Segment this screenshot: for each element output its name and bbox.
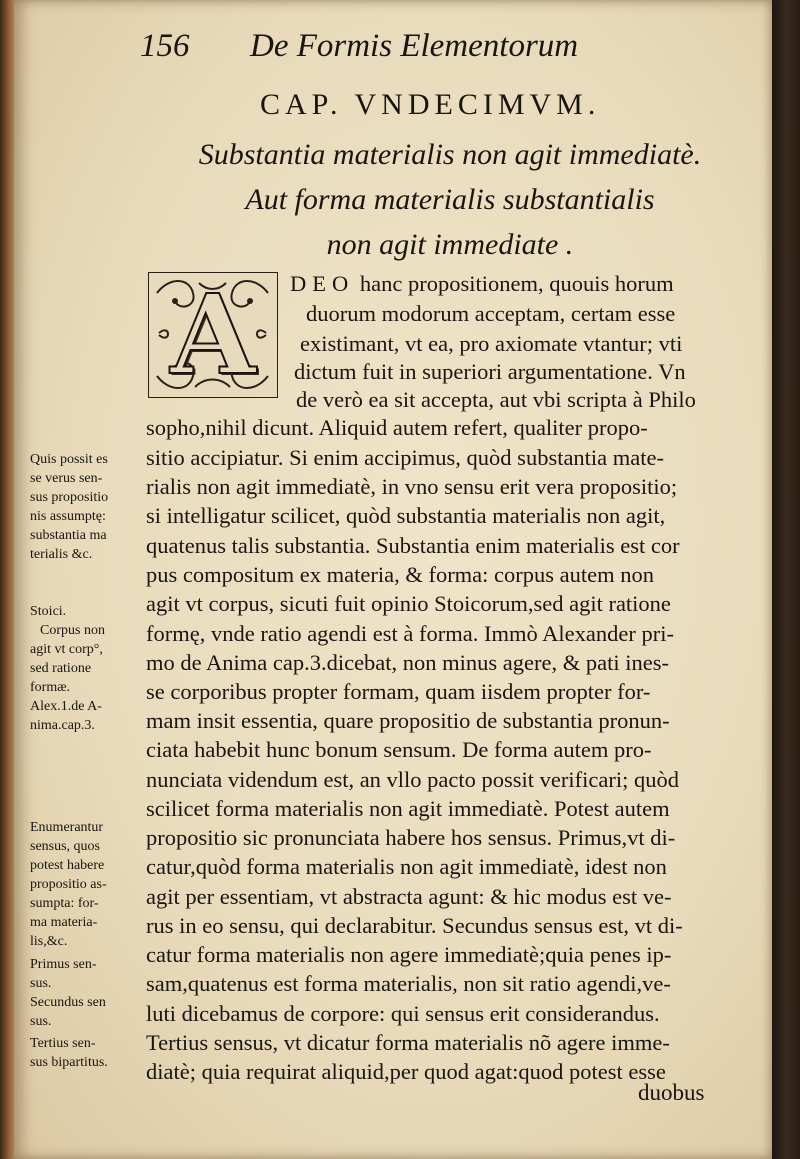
body-line: luti dicebamus de corpore: qui sensus erit considerandus. [146,1001,660,1026]
body-line: diatè; quia requirat aliquid,per quod agat:quod potest esse [146,1059,666,1084]
body-line: sam,quatenus est forma materialis, non sit ratio agendi,ve- [146,971,671,996]
body-line: mo de Anima cap.3.dicebat, non minus agere, & pati ines- [146,650,669,675]
marginal-note: Alex.1.de A- nima.cap.3. [30,699,102,733]
body-line: pus compositum ex materia, & forma: corpus autem non [146,562,655,587]
body-line: agit vt corpus, sicuti fuit opinio Stoicorum,sed agit ratione [146,591,671,616]
body-line: ciata habebit hunc bonum sensum. De forma autem pro- [146,737,652,762]
body-line: mam insit essentia, quare propositio de substantia pronun- [146,708,670,733]
chapter-subtitle [140,132,760,267]
subtitle-line: non agit immediate . [326,228,574,261]
body-line: quatenus talis substantia. Substantia enim materialis est cor [146,533,680,558]
body-line: se corporibus propter formam, quam iisdem propter for- [146,679,651,704]
body-line: rus in eo sensu, qui declarabitur. Secundus sensus est, vt di- [146,913,683,938]
decorated-initial [148,272,278,398]
marginal-note: Quis possit es se verus sen- sus propositio nis assumptę: substantia ma terialis &c. [30,452,109,562]
running-title: De Formis Elementorum [250,28,579,64]
subtitle-line: Aut forma materialis substantialis [245,183,655,216]
body-line: Tertius sensus, vt dicatur forma materialis nõ agere imme- [146,1030,670,1055]
body-line: sopho,nihil dicunt. Aliquid autem refert, qualiter propo- [146,415,648,440]
body-line: formę, vnde ratio agendi est à forma. Immò Alexander pri- [146,621,674,646]
body-line: DEO hanc propositionem, quouis horum [290,271,674,296]
page-edge [772,0,800,1159]
catchword: duobus [638,1080,705,1105]
body-line: nunciata videndum est, an vllo pacto possit verificari; quòd [146,767,679,792]
running-head [140,28,740,65]
marginal-note: Enumerantur sensus, quos potest habere propositio as- sumpta: for- ma materia- lis,&c. [30,820,107,949]
body-line: duorum modorum acceptam, certam esse [306,301,676,326]
body-line: catur forma materialis non agere immediatè;quia penes ip- [146,942,672,967]
body-line: sitio accipiatur. Si enim accipimus, quòd substantia mate- [146,445,665,470]
marginal-note: Primus sen- sus. [30,957,97,991]
body-line: de verò ea sit accepta, aut vbi scripta à Philo [296,387,696,412]
body-line: agit per essentiam, vt abstracta agunt: & hic modus est ve- [146,884,672,909]
initial-letter: A [170,270,256,399]
marginal-note: Secundus sen sus. [30,995,106,1029]
body-line: dictum fuit in superiori argumentatione. Vn [294,359,686,384]
marginal-note: Tertius sen- sus bipartitus. [30,1036,108,1070]
marginal-note: Stoici. Corpus non agit vt corp°, sed ratione formæ. [30,604,105,695]
subtitle-line: Substantia materialis non agit immediatè. [198,138,702,171]
body-line: catur,quòd forma materialis non agit immediatè, idest non [146,854,667,879]
body-line: propositio sic pronunciata habere hos sensus. Primus,vt di- [146,825,676,850]
body-line: si intelligatur scilicet, quòd substantia materialis non agit, [146,503,666,528]
page-number: 156 [140,28,190,64]
body-line: scilicet forma materialis non agit immediatè. Potest autem [146,796,670,821]
chapter-title: CAP. VNDECIMVM. [260,88,601,121]
body-line: existimant, vt ea, pro axiomate vtantur; vti [300,331,683,356]
first-word-smallcaps: DEO [290,271,355,296]
body-line: rialis non agit immediatè, in vno sensu erit vera propositio; [146,474,678,499]
